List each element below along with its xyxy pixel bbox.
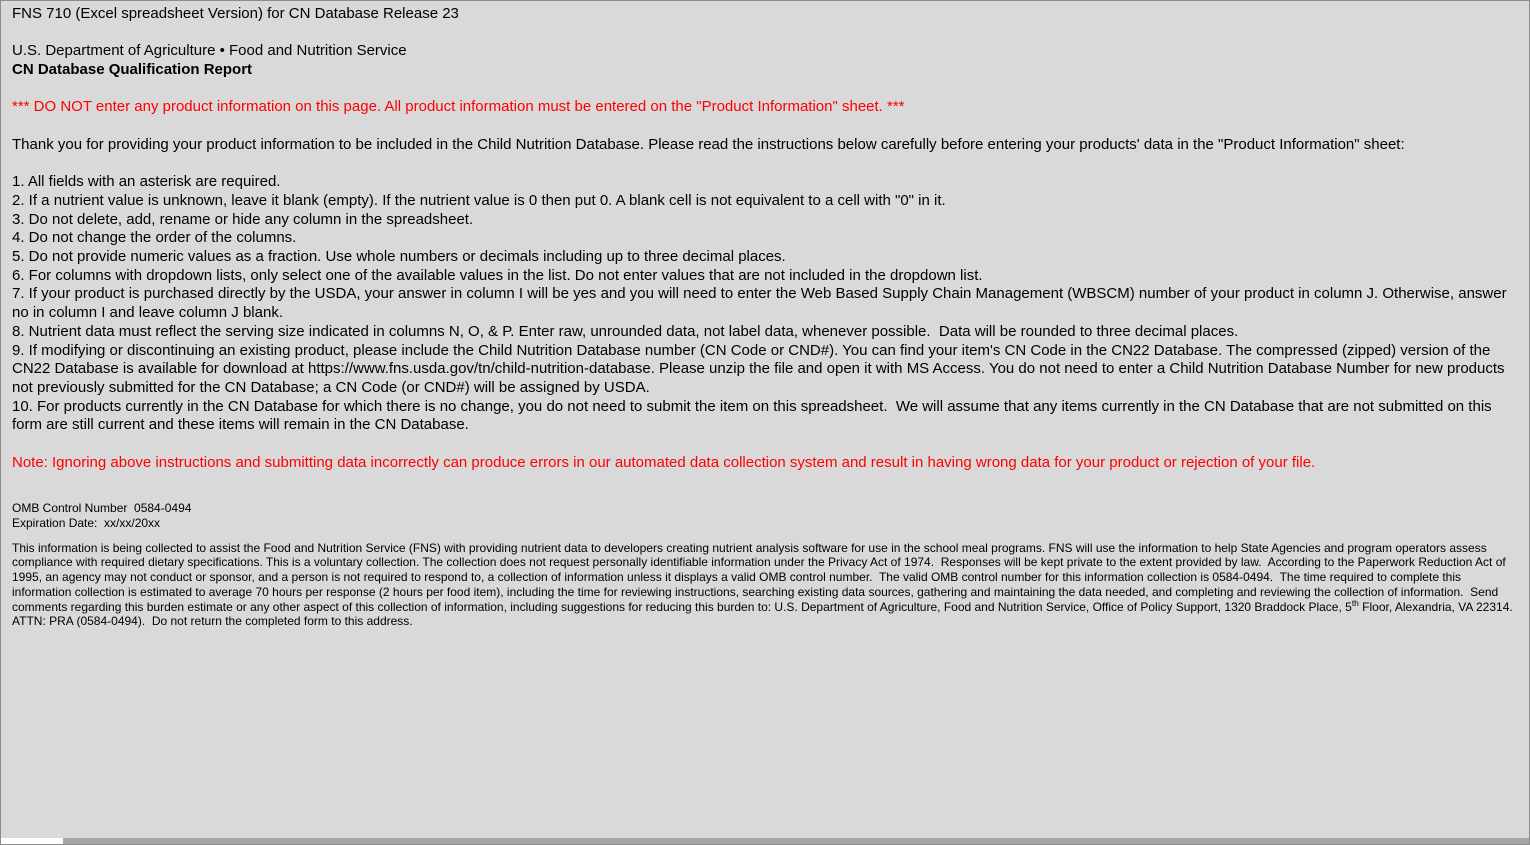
instruction-item: 2. If a nutrient value is unknown, leave it blank (empty). If the nutrient value is 0 then put 0. A blank cell is not equivalent to a cell with "0" in it. [12, 191, 946, 209]
instruction-item: 1. All fields with an asterisk are required. [12, 173, 281, 191]
instruction-item: 8. Nutrient data must reflect the serving size indicated in columns N, O, & P. Enter raw, unrounded data, not label data, whenever possible. Data will be rounded to three decimal places. [12, 322, 1239, 340]
omb-block [12, 501, 1518, 531]
intro-paragraph: Thank you for providing your product information to be included in the Child Nutrition Database. Please read the instructions below carefully before entering your products' data in the "Product Information" sheet: [12, 135, 1405, 153]
instruction-item: 10. For products currently in the CN Database for which there is no change, you do not need to submit the item on this spreadsheet. We will assume that any items currently in the CN Database that are not submitted on this form are still current and these items will remain in the CN Database. [12, 397, 1496, 434]
do-not-enter-warning: *** DO NOT enter any product information on this page. All product information must be entered on the "Product Information" sheet. *** [12, 98, 905, 116]
instruction-item: 3. Do not delete, add, rename or hide any column in the spreadsheet. [12, 210, 474, 228]
pra-burden-statement [12, 541, 1518, 630]
pra-text-part2: Floor, Alexandria, VA 22314. ATTN: PRA (0584-0494). Do not return the completed form to this address. [12, 599, 1519, 629]
report-title: CN Database Qualification Report [12, 61, 253, 79]
agency-line: U.S. Department of Agriculture • Food and Nutrition Service [12, 42, 407, 60]
omb-control-number: OMB Control Number 0584-0494 [12, 500, 192, 515]
pra-ordinal-superscript: th [1351, 597, 1359, 608]
spacer [12, 435, 1518, 454]
form-title: FNS 710 (Excel spreadsheet Version) for CN Database Release 23 [12, 5, 459, 22]
scrollbar-corner-notch [1, 838, 63, 844]
instruction-item: 7. If your product is purchased directly by the USDA, your answer in column I will be yes and you will need to enter the Web Based Supply Chain Management (WBSCM) number of your product in column J. Otherwise, answer no in column I and leave column J blank. [12, 285, 1511, 322]
instructions-list [12, 173, 1518, 435]
expiration-date: Expiration Date: xx/xx/20xx [12, 515, 161, 530]
spacer [12, 155, 1518, 174]
sheet-content [1, 1, 1529, 629]
instruction-item: 6. For columns with dropdown lists, only select one of the available values in the list. Do not enter values that are not included in the dropdown list. [12, 266, 983, 284]
ignore-instructions-note: Note: Ignoring above instructions and submitting data incorrectly can produce errors in our automated data collection system and result in having wrong data for your product or rejection of your file. [12, 453, 1316, 471]
pra-text-part1: This information is being collected to assist the Food and Nutrition Service (FNS) with providing nutrient data to developers creating nutrient analysis software for use in the school meal programs. FNS will use the information to help State Agencies and program operators assess compliance with required dietary specifications. This is a voluntary collection. The collection does not request personally identifiable information under the Privacy Act of 1974. Responses will be kept private to the extent provided by law. According to the Paperwork Reduction Act of 1995, an agency may not conduct or sponsor, and a person is not required to respond to, a collection of information unless it displays a valid OMB control number. The valid OMB control number for this information collection is 0584-0494. The time required to complete this information collection is estimated to average 70 hours per response (2 hours per food item), including the time for reviewing instructions, searching existing data sources, gathering and maintaining the data needed, and completing and reviewing the collection of information. Send comments regarding this burden estimate or any other aspect of this collection of information, including suggestions for reducing this burden to: U.S. Department of Agriculture, Food and Nutrition Service, Office of Policy Support, 1320 Braddock Place, 5 [12, 540, 1510, 614]
spacer [12, 24, 1518, 43]
horizontal-scrollbar-edge[interactable] [1, 838, 1529, 844]
instruction-item: 4. Do not change the order of the columns. [12, 229, 297, 247]
spacer [12, 117, 1518, 136]
spacer [12, 80, 1518, 99]
instruction-item: 9. If modifying or discontinuing an existing product, please include the Child Nutrition Database number (CN Code or CND#). You can find your item's CN Code in the CN22 Database. The compressed (zipped) version of the CN22 Database is available for download at https://www.fns.usda.gov/tn/child-nutrition-database. Please unzip the file and open it with MS Access. You do not need to enter a Child Nutrition Database Number for new products not previously submitted for the CN Database; a CN Code (or CND#) will be assigned by USDA. [12, 341, 1509, 396]
instruction-item: 5. Do not provide numeric values as a fraction. Use whole numbers or decimals including up to three decimal places. [12, 248, 786, 266]
